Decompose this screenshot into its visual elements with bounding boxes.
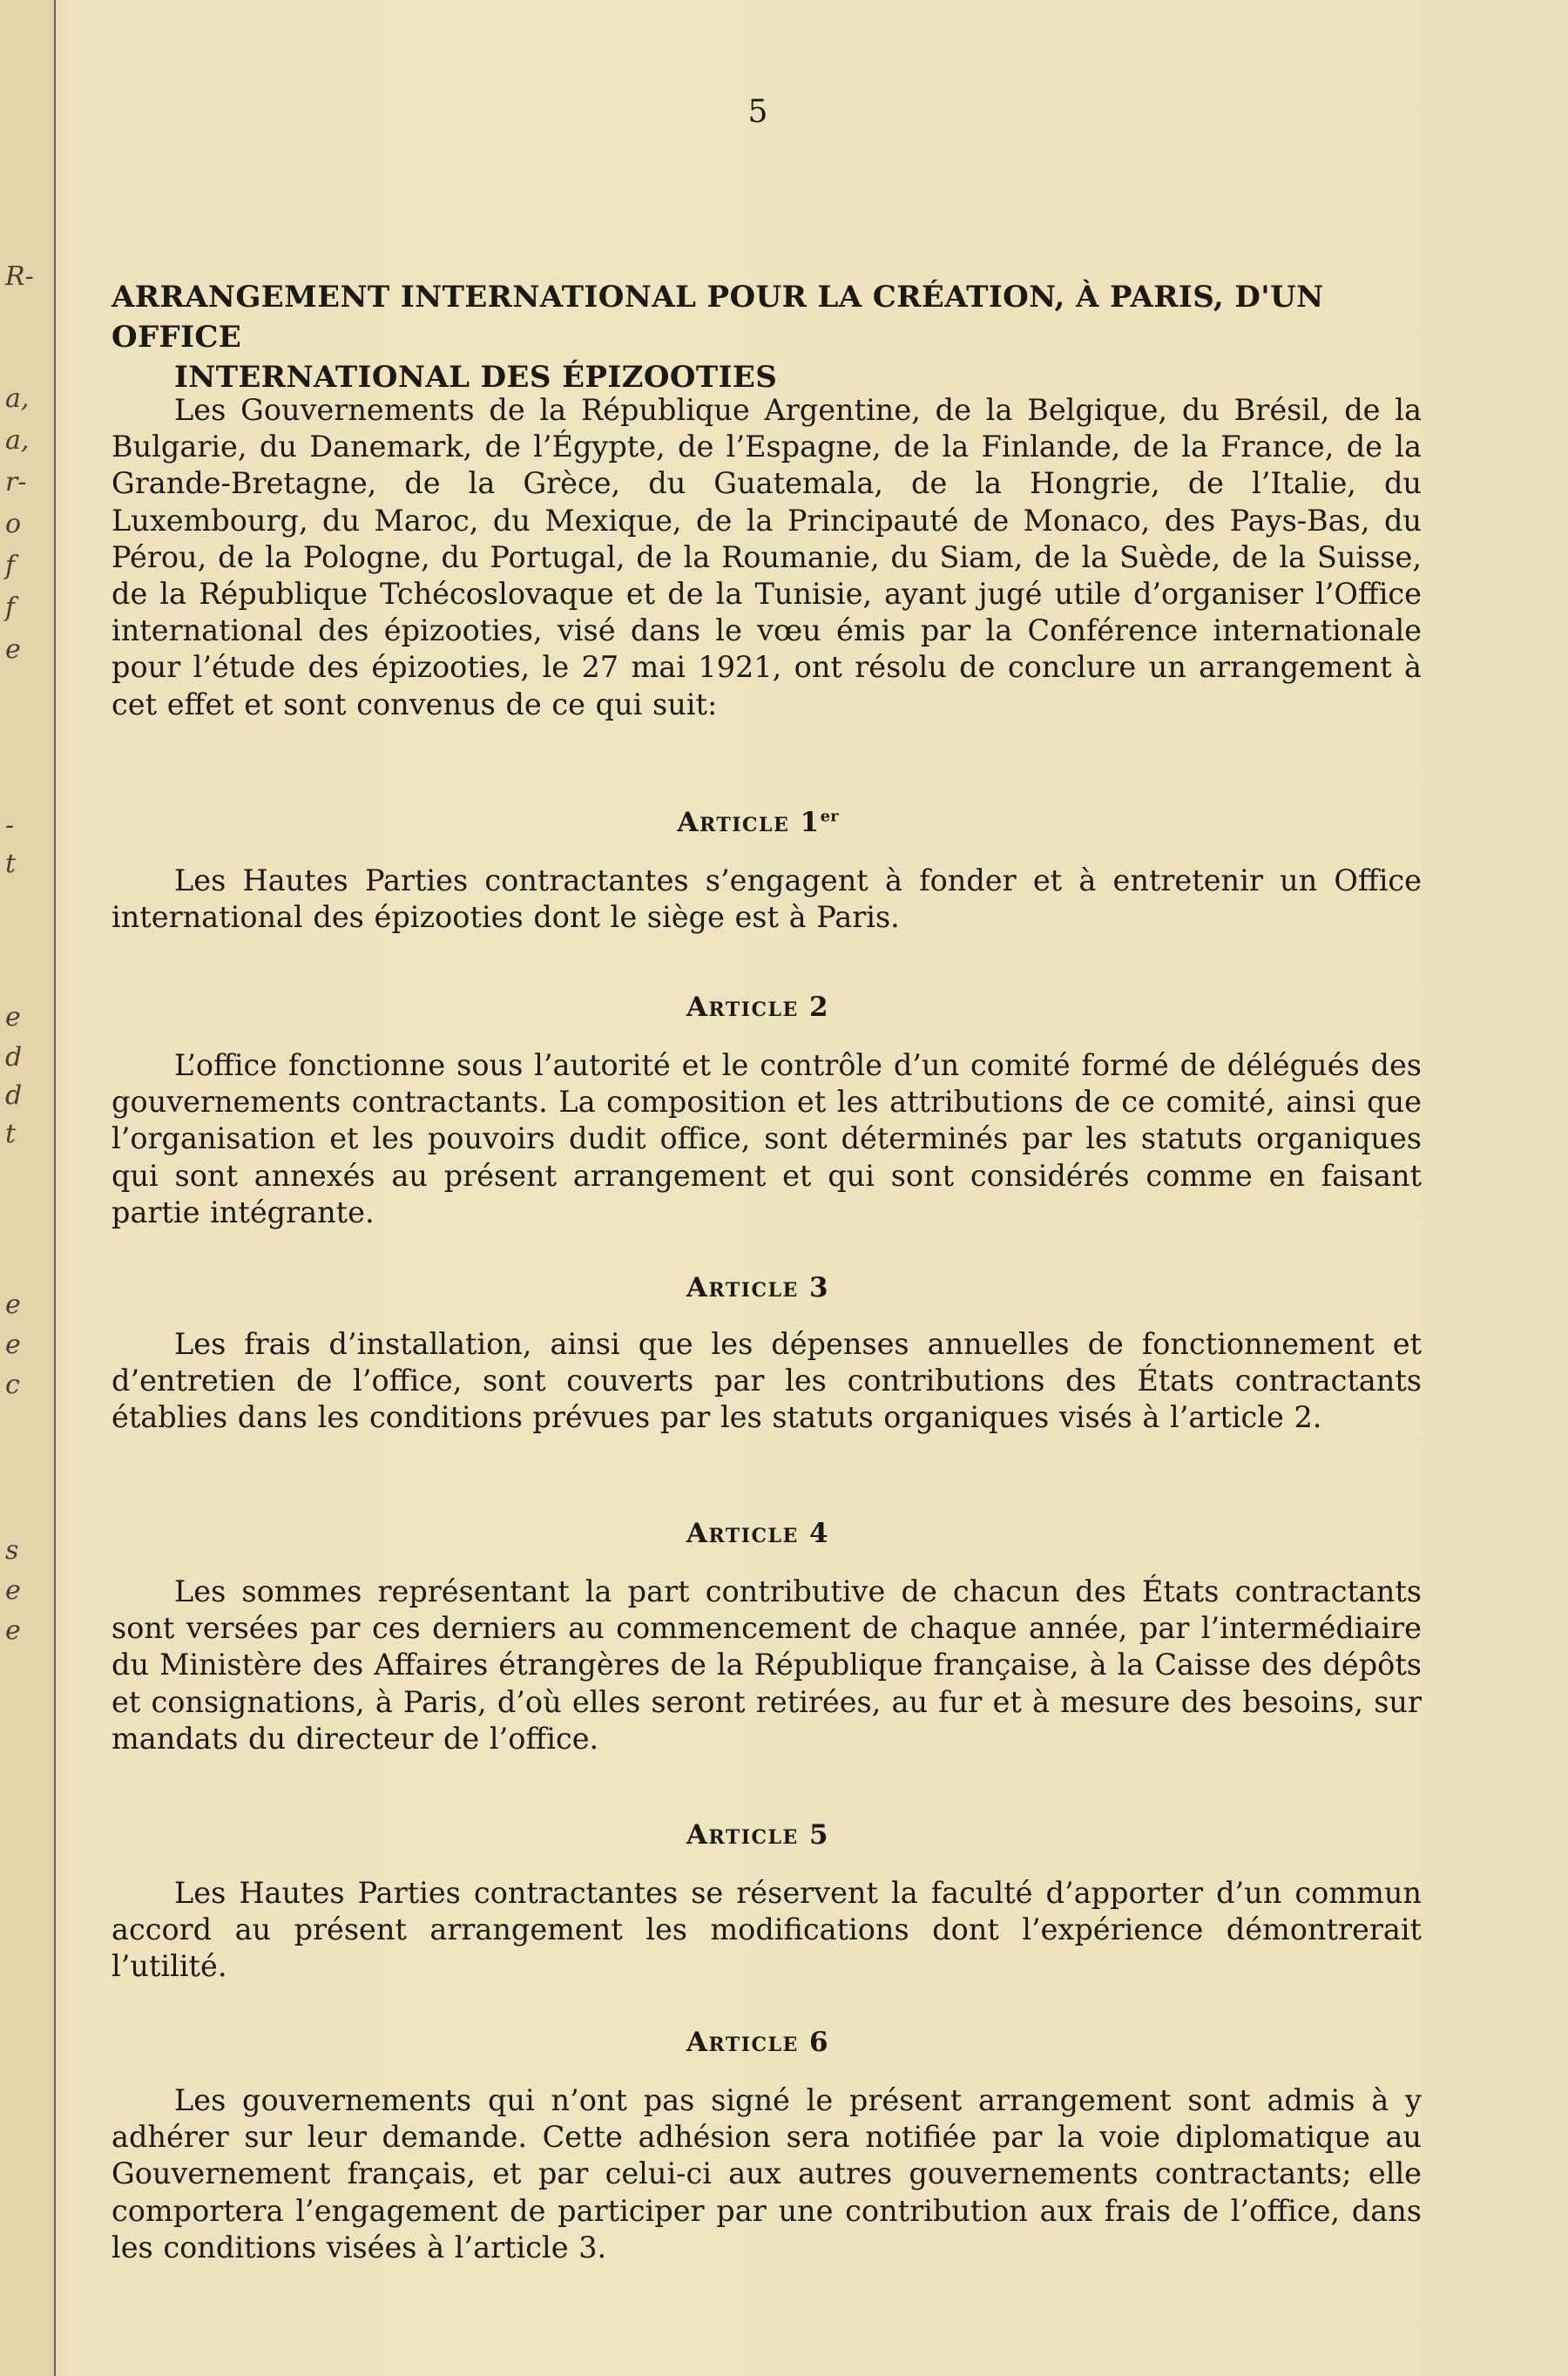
article-3-text: Les frais d’installation, ainsi que les dépenses annuelles de fonctionnement et d’entretien de l’office, sont couverts par les contributions des États contractants établies dans les conditions prévues par les statuts organiques visés à l’article 2.: [112, 1327, 1422, 1435]
margin-fragment: e: [5, 1615, 21, 1646]
article-4-heading: Article 4: [686, 1518, 830, 1549]
article-1-heading: Article 1er: [677, 807, 839, 838]
margin-fragment: R-: [5, 261, 34, 292]
article-5-heading: Article 5: [686, 1819, 830, 1851]
margin-fragment: d: [5, 1080, 23, 1111]
article-4-text: Les sommes représentant la part contributive de chacun des États contractants sont versées par ces derniers au commencement de chaque année, par l’intermédiaire du Ministère des Affaires étrangères de la République française, à la Caisse des dépôts et consignations, à Paris, d’où elles seront retirées, au fur et à mesure des besoins, sur mandats du directeur de l’office.: [112, 1574, 1422, 1756]
margin-fragment: r-: [5, 467, 27, 498]
margin-fragment: a,: [5, 425, 30, 456]
article-2-text: L’office fonctionne sous l’autorité et le contrôle d’un comité formé de délégués des gouvernements contractants. La composition et les attributions de ce comité, ainsi que l’organisation et les pouvoirs dudit office, sont déterminés par les statuts organiques qui sont annexés au présent arrangement et qui sont considérés comme en faisant partie intégrante.: [112, 1048, 1422, 1229]
margin-fragment: t: [5, 1119, 17, 1149]
margin-fragment: e: [5, 1575, 21, 1606]
margin-fragment: d: [5, 1042, 23, 1073]
margin-fragment: a,: [5, 383, 30, 414]
margin-fragment: e: [5, 1330, 21, 1360]
document-title: [112, 277, 1436, 397]
page-number: 5: [747, 94, 768, 130]
preamble-paragraph: Les Gouvernements de la République Argentine, de la Belgique, du Brésil, de la Bulgarie, du Danemark, de l’Égypte, de l’Espagne, de la Finlande, de la France, de la Grande-Bretagne, de la Grèce, du Guatemala, de la Hongrie, de l’Italie, du Luxembourg, du Maroc, du Mexique, de la Principauté de Monaco, des Pays-Bas, du Pérou, de la Pologne, du Portugal, de la Roumanie, du Siam, de la Suède, de la Suisse, de la République Tchécoslovaque et de la Tunisie, ayant jugé utile d’organiser l’Office international des épizooties, visé dans le vœu émis par la Conférence internationale pour l’étude des épizooties, le 27 mai 1921, ont résolu de conclure un arrangement à cet effet et sont convenus de ce qui suit:: [112, 393, 1422, 721]
margin-fragment: e: [5, 634, 21, 665]
margin-fragment: f: [5, 592, 16, 623]
margin-fragment: f: [5, 551, 16, 581]
margin-fragment: o: [5, 509, 22, 539]
margin-fragment: s: [5, 1535, 19, 1566]
margin-fragment: -: [5, 810, 15, 841]
article-6-text: Les gouvernements qui n’ont pas signé le présent arrangement sont admis à y adhérer sur leur demande. Cette adhésion sera notifiée par la voie diplomatique au Gouvernement français, et par celui-ci aux autres gouvernements contractants; elle comportera l’engagement de participer par une contribution aux frais de l’office, dans les conditions visées à l’article 3.: [112, 2083, 1422, 2264]
margin-fragment: e: [5, 1290, 21, 1320]
margin-fragment: t: [5, 849, 17, 879]
article-5-text: Les Hautes Parties contractantes se réservent la faculté d’apporter d’un commun accord au présent arrangement les modifications dont l’expérience démontrerait l’utilité.: [112, 1876, 1422, 1984]
title-line-2: INTERNATIONAL DES ÉPIZOOTIES: [174, 360, 778, 395]
article-1-text: Les Hautes Parties contractantes s’engagent à fonder et à entretenir un Office international des épizooties dont le siège est à Paris.: [112, 863, 1422, 935]
article-2-heading: Article 2: [686, 992, 830, 1023]
article-1-superscript: er: [820, 807, 839, 826]
article-3-heading: Article 3: [686, 1272, 830, 1303]
title-line-1: ARRANGEMENT INTERNATIONAL POUR LA CRÉATION, À PARIS, D'UN OFFICE: [112, 280, 1324, 355]
article-6-heading: Article 6: [686, 2027, 830, 2058]
margin-fragment: e: [5, 1002, 21, 1032]
previous-page-edge: [0, 0, 56, 2376]
margin-fragment: c: [5, 1370, 20, 1400]
